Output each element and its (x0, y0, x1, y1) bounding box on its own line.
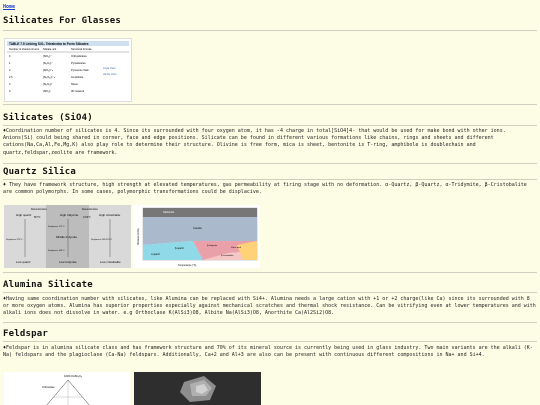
phase-middle-tridymite: Middle tridymite (56, 235, 78, 239)
mineral-photo-graphic (134, 372, 261, 405)
table-cell: [SiO₃]²⁻ₙ (43, 69, 54, 72)
y-axis-label: Pressure (GPa) (137, 228, 140, 245)
ternary-apex-label: 100% KAlSi₃O₈ (64, 375, 82, 378)
paragraph-feldspar: ♦Feldspar is in alumina silicate class and has framework structure and 70% of its mineral source is currently being used in glass industry. Two main variants are the alkali (K-Na) feldspars and the plagioclase (Ca-Na) feldspars. Additionally, Ca+2 and Al+3 are also can be present with continuous different compositions in Na+ and Si+4. (3, 345, 533, 359)
phase-low-quartz: Low quartz (16, 260, 31, 264)
region-coesite: Coesite (193, 227, 202, 230)
paragraph-alumina-silicate: ♦Having same coordination number with silicates, like Alumina can be replaced with Si4+. Alumina needs a large cation with +1 or +2 charge(like Ca) since its surrounded with 8 or more oxygen atoms. Alumina has superior properties especially against mechanical scratches and thermal shock resistance. Can be vitrifying even at lower temperatures and with alkali ions does not dissolve in water. e.g Orthoclase K(AlSi3)O8, Albite Na(AlSi3)O8, Anorthite Ca(Al2Si2)O8. (3, 296, 536, 317)
ternary-graphic (4, 372, 130, 405)
polymorph-graphic (4, 205, 131, 268)
heading-feldspar: Feldspar (3, 329, 48, 339)
table-cell: 3 (9, 83, 11, 86)
phase-low-cristobalite: Low cristobalite (100, 260, 121, 264)
heading-alumina-silicate: Alumina Silicate (3, 280, 93, 290)
table-cell: 1 (9, 62, 11, 65)
x-axis-label: Temperature (°C) (178, 264, 197, 267)
label-reconstructive-1: Reconstructive (31, 208, 47, 211)
table-cell: 2.5 (9, 76, 13, 79)
divider (3, 292, 537, 293)
col-header-1: Silicate unit (43, 48, 57, 51)
table-cell: Sheet (71, 83, 78, 86)
temp-867: 867°C (34, 217, 41, 219)
table-cell: Pyroxene chain (71, 69, 89, 72)
label-displacive-200: Displacive 200-275°C (91, 239, 113, 241)
divider (3, 125, 537, 126)
heading-quartz-silica: Quartz Silica (3, 167, 77, 177)
divider (3, 163, 537, 164)
divider (3, 341, 537, 342)
note-double-chain: double chain (103, 73, 117, 76)
silica-phase-diagram (133, 205, 260, 268)
table-cell: 3D network (71, 90, 85, 93)
region-stishovite: Stishovite (163, 211, 175, 214)
col-header-2: Structural formula (71, 48, 92, 51)
divider (3, 104, 537, 105)
silicate-table-graphic (5, 39, 131, 101)
table-cell: Pyrosilicates (71, 62, 86, 65)
table-cell: [SiO₄]⁴⁻ (43, 55, 53, 58)
phase-low-tridymite: Low tridymite (59, 260, 77, 264)
feldspar-mineral-photo (134, 372, 261, 405)
polymorph-diagram (4, 205, 131, 268)
region-alpha-quartz: α-quartz (151, 253, 160, 256)
table-cell: [Si₄O₁₁]⁶⁻ₙ (43, 76, 56, 79)
phase-high-quartz: High quartz (16, 213, 32, 217)
label-displacive-117: Displacive 117°C (48, 226, 65, 228)
region-beta-quartz: β-quartz (175, 247, 184, 250)
heading-silicates-sio4: Silicates (SiO4) (3, 113, 93, 123)
paragraph-quartz-silica: ♦ They have framework structure, high strength at elevated temperatures, gas permeability at firing stage with no deformation. α-Quartz, β-Quartz, α-Tridymite, β-Cristobalite are common polymorphs. In some cases, polymorphic transformations could be displacive. (3, 182, 527, 196)
divider (3, 322, 537, 323)
region-beta-tridymite: β-tridymite (207, 245, 218, 247)
temp-1470: 1470°C (83, 217, 91, 219)
table-cell: 0 (9, 55, 11, 58)
divider (3, 272, 537, 273)
paragraph-silicates-sio4: ♦Coordination number of silicates is 4. Since its surrounded with four oxygen atom, it has -4 charge in total[SiO4]4- that would be used for make bond with other ions. Anions(Si) could being shared in corner, face and edge positions. Silicate can be found in different various formations like chains, rings and sheets and different cations(Na,Ca,Al,Fe,Mg,K) also play role to determine their structure. Olivine is free form, mica is sheet, bentonite is T-ring, amphibole is doublechain and quartz,feldspar,zeolite are framework. (3, 128, 506, 156)
table-cell: [SiO₂]ⁿ (43, 90, 51, 93)
home-link[interactable]: Home (3, 4, 16, 10)
label-displacive-163: Displacive 163°C (48, 250, 65, 252)
note-single-chain: single chain (103, 67, 116, 70)
label-displacive-573: Displacive 573°C (6, 239, 23, 241)
silicate-table-figure (4, 38, 132, 102)
table-caption: TABLE 7.5 Linking SiO₄ Tetrahedra to Form Silicates (9, 42, 89, 46)
heading-silicates-for-glasses: Silicates For Glasses (3, 16, 121, 26)
divider (3, 179, 537, 180)
table-cell: Amphibole (71, 76, 84, 79)
region-silica-melt: Silica melt (231, 247, 241, 249)
table-cell: 4 (9, 90, 11, 93)
table-cell: 2 (9, 69, 11, 72)
region-beta-cristobalite: β-cristobalite (221, 255, 234, 257)
col-header-0: Number of shared corners (9, 48, 40, 51)
table-cell: [Si₂O₇]⁶⁻ (43, 62, 54, 65)
feldspar-ternary-diagram (4, 372, 130, 405)
phase-high-cristobalite: High cristobalite (99, 213, 121, 217)
phase-high-tridymite: High tridymite (60, 213, 79, 217)
ternary-orthoclase-label: Orthoclase (42, 386, 55, 389)
divider (3, 30, 537, 31)
table-cell: Orthosilicates (71, 55, 87, 58)
phase-diagram-graphic (133, 205, 260, 268)
table-cell: [Si₂O₅]²⁻ (43, 83, 54, 86)
label-reconstructive-2: Reconstructive (82, 208, 98, 211)
